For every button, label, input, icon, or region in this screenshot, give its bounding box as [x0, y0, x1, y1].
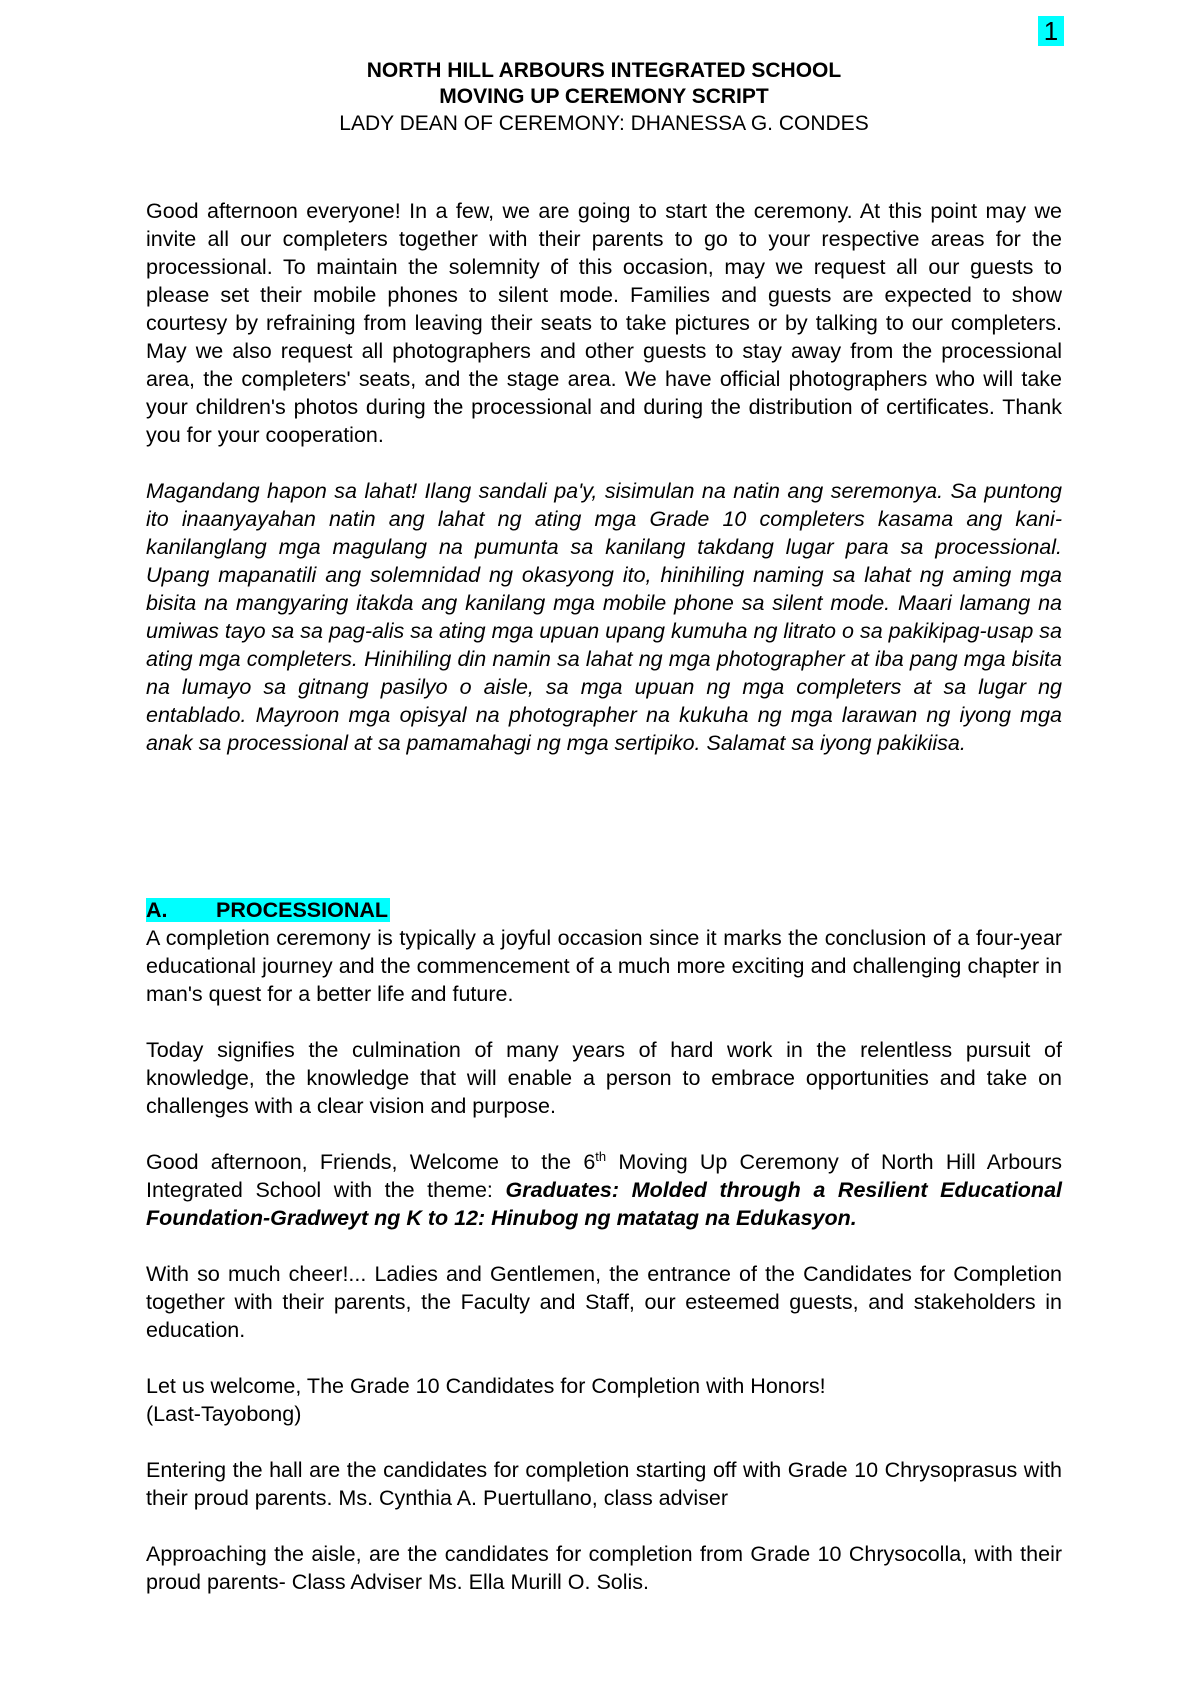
- welcome-text-mid: Moving Up Ceremony of North Hill Arbours Integrated School with the theme:: [146, 1150, 1062, 1202]
- welcome-text-start: Good afternoon, Friends, Welcome to the 6: [146, 1150, 596, 1174]
- intro-section: [146, 197, 1062, 785]
- honors-welcome-paragraph: [146, 1372, 1062, 1428]
- section-title: PROCESSIONAL: [216, 898, 389, 922]
- intro-filipino-paragraph: Magandang hapon sa lahat! Ilang sandali pa'y, sisimulan na natin ang seremonya. Sa puntong ito inaanyayahan natin ang lahat ng ating mga Grade 10 completers kasama ang kani-kanilanglang mga magulang na pumunta sa kanilang takdang lugar para sa processional. Upang mapanatili ang solemnidad ng okasyong ito, hinihiling naming sa lahat ng aming mga bisita na mangyaring itakda ang kanilang mga mobile phone sa silent mode. Maari lamang na umiwas tayo sa sa pag-alis sa ating mga upuan upang kumuha ng litrato o sa pakikipag-usap sa ating mga completers. Hinihiling din namin sa lahat ng mga photographer at iba pang mga bisita na lumayo sa gitnang pasilyo o aisle, sa mga upuan ng mga completers at sa lugar ng entablado. Mayroon mga opisyal na photographer na kukuha ng mga larawan ng iyong mga anak sa processional at sa pamamahagi ng mga sertipiko. Salamat sa iyong pakikiisa.: [146, 479, 1062, 755]
- section-processional: [146, 896, 1062, 1624]
- dean-of-ceremony: LADY DEAN OF CEREMONY: DHANESSA G. CONDES: [339, 112, 869, 135]
- processional-paragraph-1: A completion ceremony is typically a joyful occasion since it marks the conclusion of a four-year educational journey and the commencement of a much more exciting and challenging chapter in man's quest for a better life and future.: [146, 926, 1062, 1006]
- ceremony-theme: Graduates: Molded through a Resilient Educational Foundation-Gradweyt ng K to 12: Hinubog ng matatag na Edukasyon.: [146, 1178, 1062, 1230]
- script-title: MOVING UP CEREMONY SCRIPT: [439, 85, 769, 108]
- intro-english-paragraph: Good afternoon everyone! In a few, we are going to start the ceremony. At this point may we invite all our completers together with their parents to go to your respective areas for the processional. To maintain the solemnity of this occasion, may we request all our guests to please set their mobile phones to silent mode. Families and guests are expected to show courtesy by refraining from leaving their seats to take pictures or by talking to our completers. May we also request all photographers and other guests to stay away from the processional area, the completers' seats, and the stage area. We have official photographers who will take your children's photos during the processional and during the distribution of certificates. Thank you for your cooperation.: [146, 199, 1062, 447]
- processional-paragraph-2: Today signifies the culmination of many years of hard work in the relentless pursuit of knowledge, the knowledge that will enable a person to embrace opportunities and take on challenges with a clear vision and purpose.: [146, 1038, 1062, 1118]
- chrysocolla-paragraph: Approaching the aisle, are the candidates for completion from Grade 10 Chrysocolla, with their proud parents- Class Adviser Ms. Ella Murill O. Solis.: [146, 1542, 1062, 1594]
- document-header: [146, 58, 1062, 138]
- page-number: 1: [1038, 16, 1064, 46]
- welcome-theme-paragraph: [146, 1148, 1062, 1232]
- section-letter: A.: [146, 898, 168, 922]
- section-heading-highlight: [146, 898, 390, 922]
- section-heading: [146, 896, 1062, 924]
- school-name: NORTH HILL ARBOURS INTEGRATED SCHOOL: [366, 59, 842, 82]
- honors-welcome-line: Let us welcome, The Grade 10 Candidates for Completion with Honors!: [146, 1374, 826, 1398]
- honors-order-note: (Last-Tayobong): [146, 1402, 302, 1426]
- chrysoprasus-paragraph: Entering the hall are the candidates for completion starting off with Grade 10 Chrysoprasus with their proud parents. Ms. Cynthia A. Puertullano, class adviser: [146, 1458, 1062, 1510]
- entrance-paragraph: With so much cheer!... Ladies and Gentlemen, the entrance of the Candidates for Completion together with their parents, the Faculty and Staff, our esteemed guests, and stakeholders in education.: [146, 1262, 1062, 1342]
- ordinal-suffix: th: [595, 1148, 607, 1164]
